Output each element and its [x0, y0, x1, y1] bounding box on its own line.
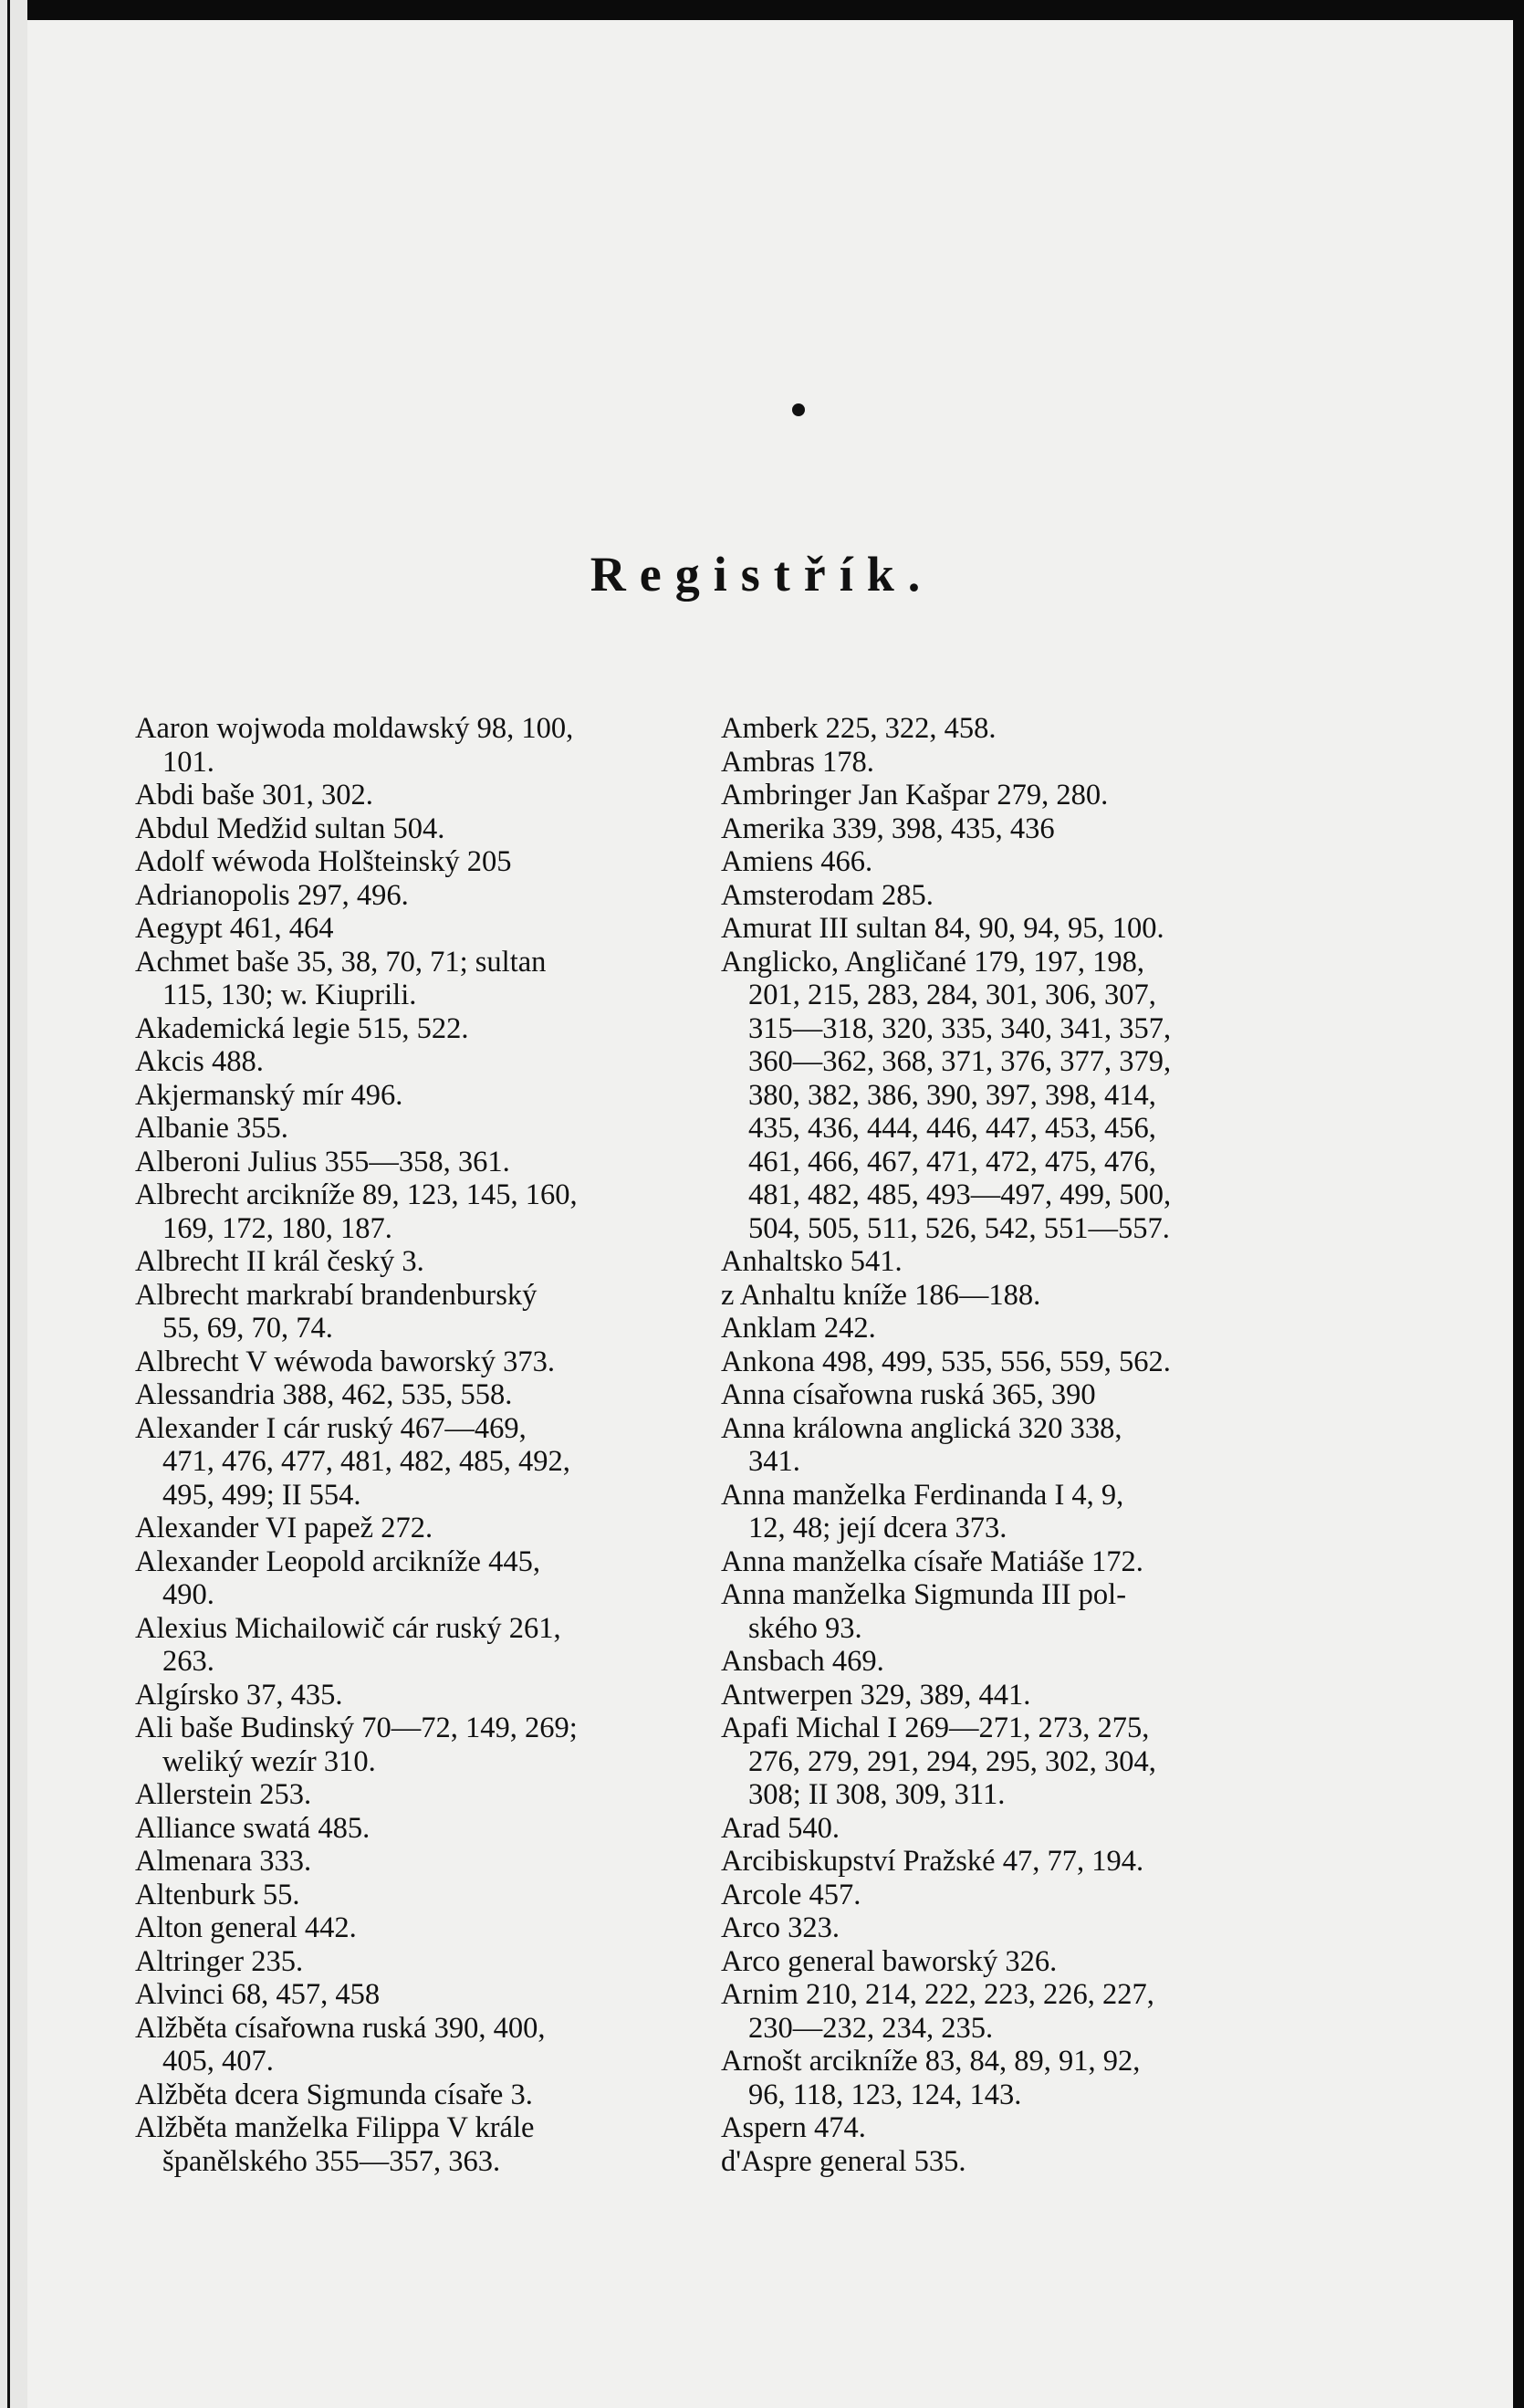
- index-entry-line: d'Aspre general 535.: [721, 2144, 966, 2178]
- index-entry-line: Anklam 242.: [721, 1312, 876, 1345]
- index-entry-line: Anna králowna anglická 320 338,: [721, 1411, 1122, 1445]
- index-entry-line: z Anhaltu kníže 186—188.: [721, 1278, 1041, 1312]
- index-entry: [135, 1178, 701, 1245]
- index-entry-line: Alessandria 388, 462, 535, 558.: [135, 1378, 513, 1411]
- index-entry: [135, 1545, 701, 1612]
- index-entry: [721, 1412, 1287, 1479]
- index-entry: [721, 779, 1287, 812]
- index-entry-line: Amberk 225, 322, 458.: [721, 712, 997, 745]
- index-entry-line: Abdul Medžid sultan 504.: [135, 811, 445, 845]
- index-entry-continuation: 341.: [748, 1445, 800, 1478]
- index-entry-line: Amiens 466.: [721, 845, 873, 878]
- index-entry-continuation: 360—362, 368, 371, 376, 377, 379,: [748, 1045, 1172, 1078]
- index-entry-continuation: 405, 407.: [162, 2045, 274, 2078]
- index-entry-continuation: 263.: [162, 1645, 214, 1678]
- index-entry-line: Albrecht arcikníže 89, 123, 145, 160,: [135, 1178, 578, 1211]
- index-entry-continuation: španělského 355—357, 363.: [162, 2144, 501, 2178]
- index-entry: [135, 779, 701, 812]
- index-entry: [721, 2145, 1287, 2179]
- index-entry-line: Ansbach 469.: [721, 1645, 884, 1678]
- index-entry: [135, 912, 701, 946]
- index-entry-line: Alliance swatá 485.: [135, 1811, 371, 1845]
- index-column-left: [135, 712, 701, 2178]
- index-entry: [721, 1578, 1287, 1645]
- index-entry: [721, 2111, 1287, 2145]
- index-entry: [135, 2012, 701, 2078]
- index-entry: [721, 746, 1287, 780]
- index-entry-line: Alžběta dcera Sigmunda císaře 3.: [135, 2078, 533, 2111]
- index-entry-line: Apafi Michal I 269—271, 273, 275,: [721, 1712, 1150, 1744]
- index-entry-line: Arcibiskupství Pražské 47, 77, 194.: [721, 1845, 1144, 1878]
- index-entry-continuation: 490.: [162, 1578, 214, 1611]
- index-entry-line: Amerika 339, 398, 435, 436: [721, 811, 1055, 845]
- index-entry: [721, 1679, 1287, 1712]
- index-entry-line: Alexander VI papež 272.: [135, 1512, 433, 1544]
- index-entry: [721, 1712, 1287, 1812]
- index-entry-line: Antwerpen 329, 389, 441.: [721, 1678, 1031, 1712]
- index-entry-line: Albrecht II král český 3.: [135, 1245, 424, 1278]
- index-entry: [135, 1245, 701, 1279]
- index-entry-continuation: 276, 279, 291, 294, 295, 302, 304,: [748, 1744, 1156, 1778]
- index-entry-line: Akademická legie 515, 522.: [135, 1011, 469, 1045]
- ornament-dot: [792, 403, 805, 416]
- index-entry-line: Anglicko, Angličané 179, 197, 198,: [721, 945, 1144, 979]
- index-entry-line: Arnošt arcikníže 83, 84, 89, 91, 92,: [721, 2045, 1141, 2078]
- index-entry: [135, 712, 701, 779]
- index-entry-continuation: 115, 130; w. Kiuprili.: [162, 979, 417, 1011]
- index-entry: [135, 1778, 701, 1812]
- index-entry: [721, 1345, 1287, 1379]
- index-entry: [135, 1012, 701, 1046]
- index-entry-line: Anna manželka císaře Matiáše 172.: [721, 1544, 1143, 1578]
- index-entry: [135, 845, 701, 879]
- index-entry-line: Arad 540.: [721, 1811, 840, 1845]
- index-entry-continuation: 461, 466, 467, 471, 472, 475, 476,: [748, 1145, 1156, 1178]
- index-entry-line: Anna manželka Ferdinanda I 4, 9,: [721, 1478, 1124, 1512]
- index-entry: [721, 1479, 1287, 1545]
- index-entry-line: Alton general 442.: [135, 1911, 357, 1944]
- index-entry-line: Alvinci 68, 457, 458: [135, 1978, 381, 2011]
- index-entry-line: Arnim 210, 214, 222, 223, 226, 227,: [721, 1978, 1154, 2011]
- index-entry: [721, 946, 1287, 1246]
- index-entry-continuation: 471, 476, 477, 481, 482, 485, 492,: [162, 1445, 570, 1478]
- index-entry-continuation: 12, 48; její dcera 373.: [748, 1512, 1007, 1544]
- index-entry: [135, 1879, 701, 1912]
- index-entry-line: Alžběta císařowna ruská 390, 400,: [135, 2011, 546, 2045]
- index-entry: [721, 2045, 1287, 2111]
- index-entry: [135, 1345, 701, 1379]
- index-entry-continuation: 435, 436, 444, 446, 447, 453, 456,: [748, 1112, 1156, 1145]
- index-entry-line: Alberoni Julius 355—358, 361.: [135, 1145, 510, 1178]
- index-entry: [721, 1545, 1287, 1579]
- index-entry: [135, 1045, 701, 1079]
- index-entry-line: Altringer 235.: [135, 1944, 304, 1978]
- index-entry-line: Akjermanský mír 496.: [135, 1078, 403, 1112]
- index-entry: [135, 1812, 701, 1846]
- index-entry-continuation: 495, 499; II 554.: [162, 1478, 361, 1512]
- index-entry: [721, 1911, 1287, 1945]
- index-entry: [721, 1245, 1287, 1279]
- index-entry-continuation: 380, 382, 386, 390, 397, 398, 414,: [748, 1078, 1156, 1112]
- index-entry-continuation: 315—318, 320, 335, 340, 341, 357,: [748, 1011, 1172, 1045]
- index-entry-line: Algírsko 37, 435.: [135, 1678, 343, 1712]
- index-entry-continuation: 96, 118, 123, 124, 143.: [748, 2078, 1022, 2111]
- index-entry: [721, 1312, 1287, 1345]
- index-entry: [135, 1412, 701, 1513]
- index-entry: [721, 879, 1287, 913]
- index-entry-line: Ambringer Jan Kašpar 279, 280.: [721, 779, 1109, 811]
- page-title: Registřík.: [590, 547, 934, 602]
- index-entry-continuation: 308; II 308, 309, 311.: [748, 1778, 1006, 1811]
- index-entry: [135, 1845, 701, 1879]
- index-entry: [135, 1146, 701, 1179]
- index-entry-line: Aspern 474.: [721, 2111, 866, 2144]
- index-entry-line: Anna manželka Sigmunda III pol-: [721, 1578, 1127, 1611]
- index-entry: [721, 712, 1287, 746]
- index-entry-line: Amsterodam 285.: [721, 878, 934, 912]
- index-entry-line: Albrecht markrabí brandenburský: [135, 1278, 538, 1312]
- index-entry-line: Alžběta manželka Filippa V krále: [135, 2111, 535, 2144]
- index-entry-line: Anhaltsko 541.: [721, 1245, 903, 1278]
- left-page-edge: [0, 0, 27, 2408]
- index-entry: [135, 1279, 701, 1345]
- index-entry-line: Albrecht V wéwoda baworský 373.: [135, 1345, 556, 1378]
- index-entry-line: Ali baše Budinský 70—72, 149, 269;: [135, 1712, 578, 1744]
- index-entry-continuation: 201, 215, 283, 284, 301, 306, 307,: [748, 979, 1156, 1011]
- index-entry-line: Ambras 178.: [721, 745, 874, 779]
- index-entry-line: Ankona 498, 499, 535, 556, 559, 562.: [721, 1345, 1171, 1378]
- index-column-right: [721, 712, 1287, 2178]
- index-entry: [135, 2111, 701, 2178]
- index-entry-continuation: weliký wezír 310.: [162, 1744, 376, 1778]
- index-entry-line: Almenara 333.: [135, 1845, 312, 1878]
- index-entry: [135, 879, 701, 913]
- index-entry-line: Arco 323.: [721, 1911, 840, 1944]
- index-entry-continuation: 504, 505, 511, 526, 542, 551—557.: [748, 1211, 1170, 1245]
- index-entry: [135, 1079, 701, 1113]
- index-entry: [721, 1879, 1287, 1912]
- index-entry-line: Achmet baše 35, 38, 70, 71; sultan: [135, 945, 547, 979]
- index-entry: [135, 946, 701, 1012]
- index-entry: [135, 1512, 701, 1545]
- index-entry-line: Anna císařowna ruská 365, 390: [721, 1378, 1096, 1411]
- index-entry-line: Akcis 488.: [135, 1045, 264, 1078]
- index-entry: [721, 1279, 1287, 1313]
- index-entry: [135, 1712, 701, 1778]
- index-entry: [721, 812, 1287, 846]
- index-entry: [721, 1812, 1287, 1846]
- index-entry-line: Alexius Michailowič cár ruský 261,: [135, 1611, 561, 1645]
- index-entry-line: Abdi baše 301, 302.: [135, 779, 373, 811]
- index-entry-continuation: 230—232, 234, 235.: [748, 2011, 994, 2045]
- index-entry: [135, 1112, 701, 1146]
- index-entry: [721, 1978, 1287, 2045]
- index-entry-line: Amurat III sultan 84, 90, 94, 95, 100.: [721, 912, 1164, 945]
- index-entry-line: Altenburk 55.: [135, 1878, 300, 1911]
- index-entry: [721, 1645, 1287, 1679]
- index-entry-line: Allerstein 253.: [135, 1778, 312, 1811]
- index-entry: [135, 2078, 701, 2112]
- index-entry-line: Arcole 457.: [721, 1878, 861, 1911]
- index-entry-line: Adolf wéwoda Holšteinský 205: [135, 845, 512, 878]
- index-entry: [721, 1378, 1287, 1412]
- index-entry: [135, 1378, 701, 1412]
- index-entry: [135, 1911, 701, 1945]
- index-entry-line: Alexander I cár ruský 467—469,: [135, 1411, 527, 1445]
- index-entry-line: Arco general baworský 326.: [721, 1944, 1058, 1978]
- index-entry-line: Aegypt 461, 464: [135, 912, 334, 945]
- index-entry-continuation: 481, 482, 485, 493—497, 499, 500,: [748, 1178, 1172, 1211]
- index-entry-continuation: 55, 69, 70, 74.: [162, 1312, 333, 1345]
- index-entry-continuation: 101.: [162, 745, 214, 779]
- index-entry: [135, 1612, 701, 1679]
- index-entry: [721, 912, 1287, 946]
- index-entry-line: Alexander Leopold arcikníže 445,: [135, 1544, 540, 1578]
- index-entry: [721, 845, 1287, 879]
- index-entry-line: Adrianopolis 297, 496.: [135, 878, 409, 912]
- index-entry: [135, 1945, 701, 1979]
- index-entry: [135, 812, 701, 846]
- index-entry: [721, 1845, 1287, 1879]
- index-entry-line: Albanie 355.: [135, 1112, 288, 1145]
- index-entry: [135, 1679, 701, 1712]
- index-entry: [135, 1978, 701, 2012]
- index-entry: [721, 1945, 1287, 1979]
- index-entry-continuation: 169, 172, 180, 187.: [162, 1211, 392, 1245]
- index-entry-line: Aaron wojwoda moldawský 98, 100,: [135, 712, 574, 745]
- index-entry-continuation: ského 93.: [748, 1611, 862, 1645]
